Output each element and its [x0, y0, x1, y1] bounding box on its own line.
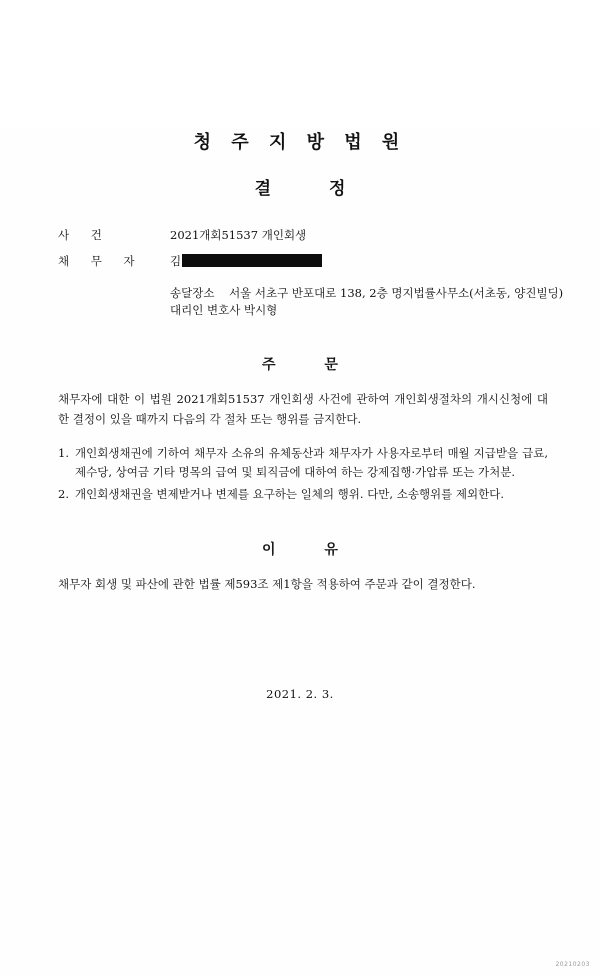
reason-heading: 이 유	[262, 541, 360, 558]
list-item	[58, 444, 548, 484]
reason-paragraph: 채무자 회생 및 파산에 관한 법률 제593조 제1항을 적용하여 주문과 같이 결정한다.	[58, 576, 476, 591]
metadata-label-case: 사 건	[58, 228, 111, 242]
footer-code: 20210203	[555, 961, 590, 968]
main-text-heading: 주 문	[262, 357, 360, 374]
main-text-paragraph: 채무자에 대한 이 법원 2021개회51537 개인회생 사건에 관하여 개인회생절차의 개시신청에 대한 결정이 있을 때까지 다음의 각 절차 또는 행위를 금지한다.	[58, 392, 548, 426]
list-item-text: 개인회생채권에 기하여 채무자 소유의 유체동산과 채무자가 사용자로부터 매월 지급받을 급료, 제수당, 상여금 기타 명목의 급여 및 퇴직금에 대하여 하는 강제집행·가압류 또는 가처분.	[75, 445, 548, 480]
service-address-label: 송달장소	[170, 285, 215, 300]
metadata-value-case: 2021개회51537 개인회생	[170, 228, 307, 242]
case-metadata	[0, 227, 600, 271]
prohibited-acts-list	[0, 444, 600, 505]
court-title: 청 주 지 방 법 원	[193, 132, 407, 153]
document-type-title: 결 정	[254, 179, 372, 199]
document-page	[0, 128, 600, 976]
service-address-text: 서울 서초구 반포대로 138, 2층 명지법률사무소(서초동, 양진빌딩)	[229, 285, 564, 300]
redaction-bar-name	[182, 254, 322, 267]
decision-date: 2021. 2. 3.	[266, 686, 334, 701]
list-item-number: 1.	[58, 445, 69, 460]
list-item	[58, 485, 548, 505]
list-item-text: 개인회생채권을 변제받거나 변제를 요구하는 일체의 행위. 다만, 소송행위를 제외한다.	[75, 487, 505, 502]
list-item-number: 2.	[58, 487, 69, 502]
metadata-row-debtor	[58, 253, 600, 270]
service-address-block	[0, 285, 600, 321]
service-address-line	[170, 285, 600, 303]
metadata-label-debtor: 채 무 자	[58, 254, 144, 269]
metadata-value-debtor	[170, 253, 600, 270]
agent-line: 대리인 변호사 박시형	[170, 303, 278, 318]
metadata-row-case	[58, 227, 600, 244]
debtor-name-text: 김	[170, 254, 182, 269]
